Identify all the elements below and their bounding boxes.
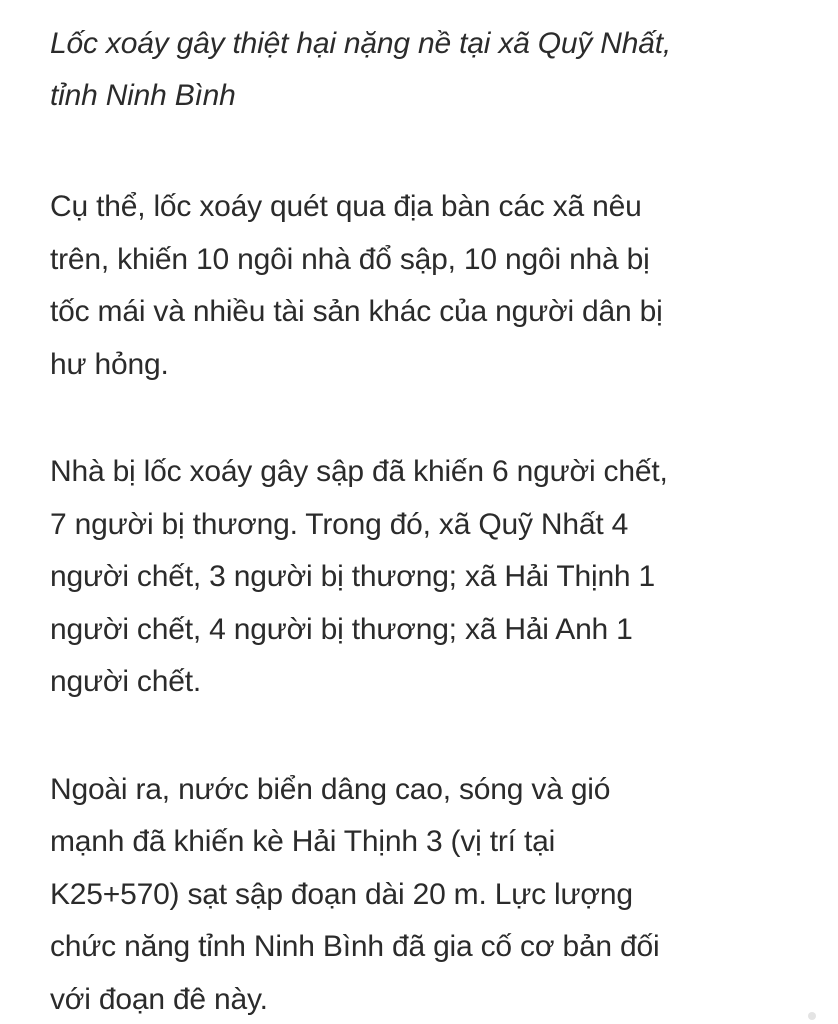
paragraph-casualties [50,446,798,709]
scroll-indicator[interactable] [808,1012,816,1020]
image-caption [50,18,798,122]
caption-line: Lốc xoáy gây thiệt hại nặng nề tại xã Quỹ Nhất, [50,27,671,60]
text-line: Ngoài ra, nước biển dâng cao, sóng và gió [50,772,611,806]
text-line: trên, khiến 10 ngôi nhà đổ sập, 10 ngôi nhà bị [50,242,650,276]
text-line: người chết. [50,665,201,698]
text-line: tốc mái và nhiều tài sản khác của người dân bị [50,295,663,328]
text-line: Cụ thể, lốc xoáy quét qua địa bàn các xã nêu [50,190,642,223]
paragraph-embankment [50,764,798,1024]
text-line: Nhà bị lốc xoáy gây sập đã khiến 6 người chết, [50,455,668,488]
text-line: hư hỏng. [50,347,169,381]
paragraph-damage [50,181,798,391]
text-line: 7 người bị thương. Trong đó, xã Quỹ Nhất 4 [50,507,629,541]
caption-line: tỉnh Ninh Bình [50,79,236,112]
text-line: với đoạn đê này. [50,982,268,1016]
text-line: K25+570) sạt sập đoạn dài 20 m. Lực lượng [50,877,633,911]
text-line: mạnh đã khiến kè Hải Thịnh 3 (vị trí tại [50,825,556,858]
text-line: người chết, 4 người bị thương; xã Hải Anh 1 [50,612,633,646]
text-line: chức năng tỉnh Ninh Bình đã gia cố cơ bản đối [50,930,660,963]
text-line: người chết, 3 người bị thương; xã Hải Thịnh 1 [50,560,656,593]
